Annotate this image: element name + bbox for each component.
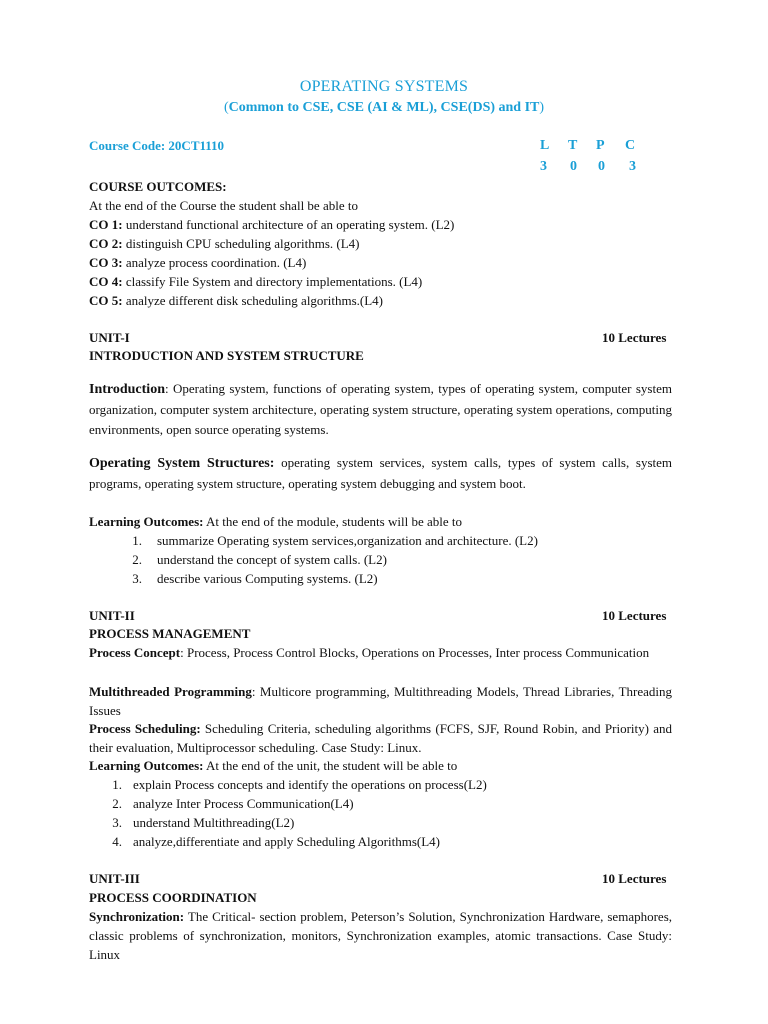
course-code: Course Code: 20CT1110 — [89, 138, 225, 153]
list-number: 4. — [112, 834, 122, 849]
unit3-synchronization-paragraph: Synchronization: The Critical- section problem, Peterson’s Solution, Synchronization Hardware, semaphores, classic problems of synchronization, monitors, Synchronization examples, atomic transactions. Case Study: Linux — [89, 909, 672, 962]
list-number: 3. — [132, 571, 142, 586]
subtitle-open-paren: ( — [223, 100, 229, 115]
course-outcomes-intro: At the end of the Course the student shall be able to — [89, 198, 358, 213]
unit3-lectures: 10 Lectures — [602, 871, 667, 886]
course-outcome-item: CO 3: analyze process coordination. (L4) — [89, 255, 307, 270]
unit1-introduction-paragraph: Introduction: Operating system, functions of operating system, types of operating system, computer system organization, computer system architecture, operating system structure, operating system operations, computing environments, open source operating systems. — [89, 381, 672, 437]
ltpc-label-l: L — [540, 138, 550, 153]
course-subtitle — [0, 100, 768, 116]
course-outcome-item: CO 1: understand functional architecture of an operating system. (L2) — [89, 217, 455, 232]
ltpc-value-p: 0 — [598, 159, 605, 174]
list-item: analyze Inter Process Communication(L4) — [133, 796, 354, 811]
unit3-label: UNIT-III — [89, 871, 140, 886]
unit1-os-structures-paragraph: Operating System Structures: operating system services, system calls, types of system calls, system programs, operating system structure, operating system debugging and system boot. — [89, 455, 673, 491]
unit3-title: PROCESS COORDINATION — [89, 890, 257, 905]
ltpc-label-p: P — [596, 138, 605, 153]
unit2-learning-outcomes: Learning Outcomes: At the end of the unit, the student will be able to — [89, 758, 458, 773]
list-number: 1. — [112, 777, 122, 792]
list-item: describe various Computing systems. (L2) — [157, 571, 378, 586]
unit2-lectures: 10 Lectures — [602, 608, 667, 623]
unit2-process-concept-paragraph: Process Concept: Process, Process Control Blocks, Operations on Processes, Inter process Communication — [89, 645, 650, 660]
course-outcome-item: CO 4: classify File System and directory implementations. (L4) — [89, 274, 423, 289]
unit2-process-scheduling-paragraph: Process Scheduling: Scheduling Criteria, scheduling algorithms (FCFS, SJF, Round Robin, and Priority) and their evaluation, Multiprocessor scheduling. Case Study: Linux. — [89, 721, 672, 755]
list-number: 2. — [112, 796, 122, 811]
ltpc-label-t: T — [568, 138, 578, 153]
list-item: analyze,differentiate and apply Scheduling Algorithms(L4) — [133, 834, 440, 849]
course-outcome-item: CO 2: distinguish CPU scheduling algorithms. (L4) — [89, 236, 360, 251]
list-item: understand the concept of system calls. (L2) — [157, 552, 387, 567]
ltpc-value-l: 3 — [540, 159, 547, 174]
list-number: 2. — [132, 552, 142, 567]
course-outcomes-heading: COURSE OUTCOMES: — [89, 179, 227, 194]
list-number: 3. — [112, 815, 122, 830]
list-item: explain Process concepts and identify the operations on process(L2) — [133, 777, 487, 792]
unit2-multithreaded-paragraph: Multithreaded Programming: Multicore programming, Multithreading Models, Thread Libraries, Threading Issues — [89, 684, 672, 718]
unit1-label: UNIT-I — [89, 330, 130, 345]
list-item: understand Multithreading(L2) — [133, 815, 295, 830]
unit2-title: PROCESS MANAGEMENT — [89, 626, 251, 641]
unit1-learning-outcomes: Learning Outcomes: At the end of the module, students will be able to — [89, 514, 462, 529]
list-number: 1. — [132, 533, 142, 548]
ltpc-value-c: 3 — [629, 159, 636, 174]
course-outcome-item: CO 5: analyze different disk scheduling algorithms.(L4) — [89, 293, 383, 308]
unit1-title: INTRODUCTION AND SYSTEM STRUCTURE — [89, 348, 364, 363]
unit1-lectures: 10 Lectures — [602, 330, 667, 345]
subtitle-text: Common to CSE, CSE (AI & ML), CSE(DS) and IT — [228, 100, 540, 115]
list-item: summarize Operating system services,organization and architecture. (L2) — [157, 533, 538, 548]
ltpc-value-t: 0 — [570, 159, 577, 174]
course-title: OPERATING SYSTEMS — [299, 78, 469, 95]
subtitle-close-paren: ) — [539, 100, 545, 115]
ltpc-label-c: C — [625, 138, 636, 153]
unit2-label: UNIT-II — [89, 608, 135, 623]
